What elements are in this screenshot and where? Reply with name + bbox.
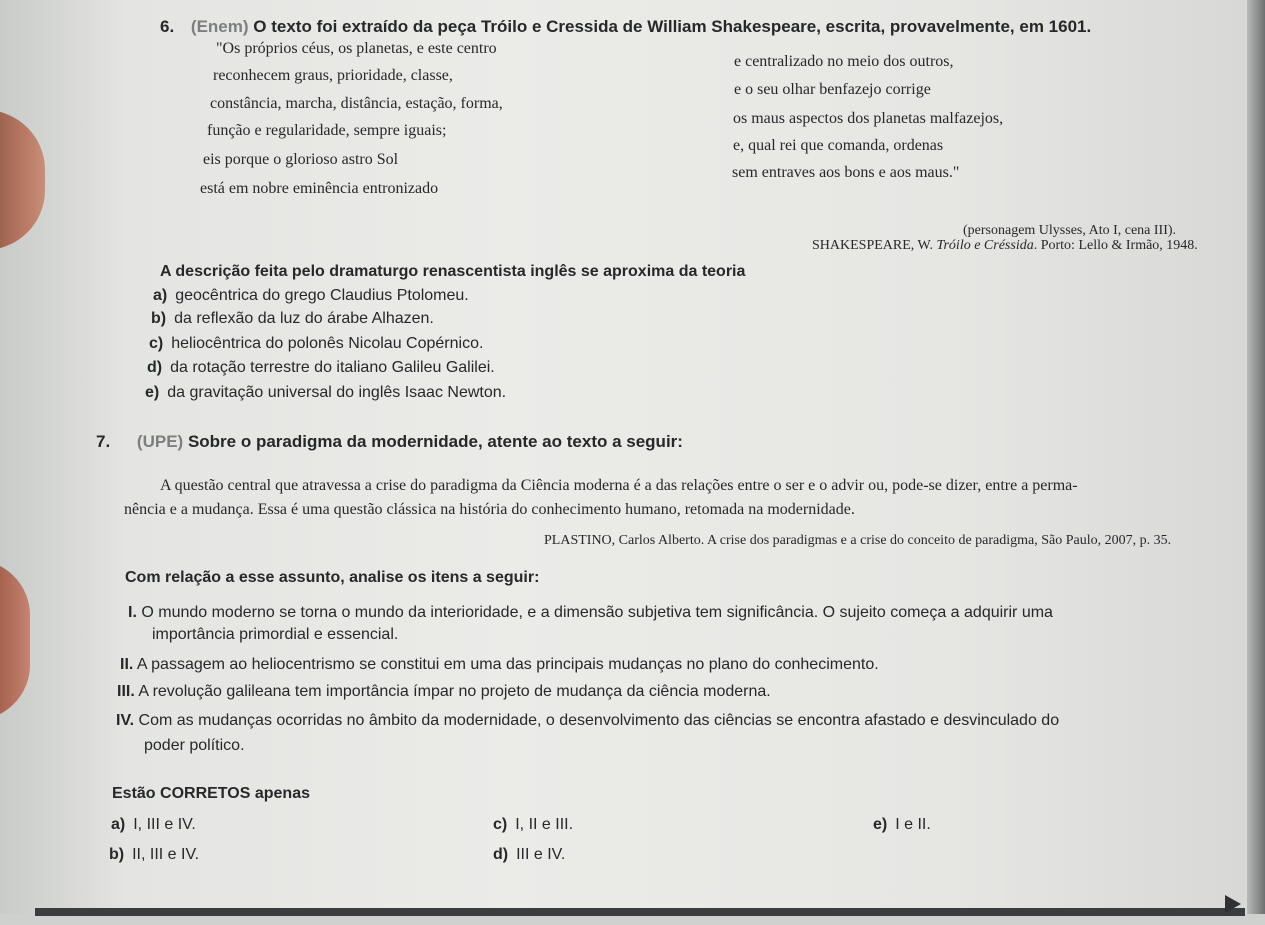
- q7-item-2: [120, 656, 879, 674]
- q7-item-4-line1: Com as mudanças ocorridas no âmbito da modernidade, o desenvolvimento das ciências se encontra afastado e desvinculado do: [138, 712, 1060, 729]
- q6-option-b: [151, 310, 434, 328]
- q6-number: 6.: [160, 17, 175, 36]
- finger-overlay: [0, 560, 30, 720]
- credit-reference: [812, 238, 1198, 254]
- q7-answer-b-text: II, III e IV.: [132, 846, 200, 863]
- q7-item-3-line1: A revolução galileana tem importância ímpar no projeto de mudança da ciência moderna.: [138, 683, 771, 700]
- credit-rest: . Porto: Lello & Irmão, 1948.: [1033, 238, 1198, 253]
- q6-option-e-label: e): [145, 384, 160, 401]
- q7-source-tag: (UPE): [136, 432, 184, 451]
- q6-option-e-text: da gravitação universal do inglês Isaac Newton.: [167, 384, 507, 401]
- q6-option-c-text: heliocêntrica do polonês Nicolau Copérnico.: [171, 335, 484, 352]
- q6-option-a-text: geocêntrica do grego Claudius Ptolomeu.: [175, 287, 469, 304]
- q7-citation: PLASTINO, Carlos Alberto. A crise dos paradigmas e a crise do conceito de paradigma, São Paulo, 2007, p. 35.: [544, 533, 1172, 548]
- q6-question: A descrição feita pelo dramaturgo renascentista inglês se aproxima da teoria: [160, 263, 746, 280]
- q7-prompt: Com relação a esse assunto, analise os itens a seguir:: [125, 569, 540, 586]
- q7-item-4: [116, 712, 1059, 730]
- q7-answer-e-label: e): [873, 816, 888, 833]
- q7-answer-c: [493, 816, 573, 834]
- poem-line-right-4: e, qual rei que comanda, ordenas: [733, 137, 944, 154]
- page-edge-shadow: [1247, 0, 1265, 925]
- thumb-overlay: [0, 110, 45, 250]
- q6-option-d: [147, 359, 495, 377]
- poem-line-right-2: e o seu olhar benfazejo corrige: [734, 81, 931, 98]
- q7-header: [96, 432, 683, 452]
- q7-item-4-cont: poder político.: [144, 737, 245, 754]
- q6-option-c-label: c): [149, 335, 164, 352]
- q7-answer-d-label: d): [493, 846, 509, 863]
- q7-answer-e: [873, 816, 931, 834]
- q7-answer-a: [111, 816, 196, 834]
- q7-quote-line-1: A questão central que atravessa a crise do paradigma da Ciência moderna é a das relações entre o ser e o advir ou, pode-se dizer, entre a perma-: [160, 477, 1078, 494]
- poem-line-left-6: está em nobre eminência entronizado: [200, 180, 439, 197]
- q7-answer-e-text: I e II.: [895, 816, 931, 833]
- q7-answer-d-text: III e IV.: [516, 846, 566, 863]
- q7-answer-a-label: a): [111, 816, 126, 833]
- q6-option-a-label: a): [153, 287, 168, 304]
- q7-item-2-num: II.: [120, 656, 134, 673]
- q7-answer-c-label: c): [493, 816, 508, 833]
- q7-answer-c-text: I, II e III.: [515, 816, 574, 833]
- q6-option-e: [145, 384, 506, 402]
- q6-source-tag: (Enem): [190, 17, 249, 36]
- q7-quote-line-2: nência e a mudança. Essa é uma questão clássica na história do conhecimento humano, retomada na modernidade.: [124, 501, 855, 518]
- q7-item-3-num: III.: [117, 683, 135, 700]
- q7-answer-a-text: I, III e IV.: [133, 816, 196, 833]
- q6-header: [160, 17, 1091, 37]
- q6-option-d-label: d): [147, 359, 163, 376]
- q7-item-3: [117, 683, 771, 701]
- credit-title: Tróilo e Créssida: [936, 238, 1034, 253]
- q6-option-c: [149, 335, 483, 353]
- poem-line-left-3: constância, marcha, distância, estação, forma,: [210, 95, 503, 112]
- q7-item-1-cont: importância primordial e essencial.: [152, 626, 399, 643]
- q7-item-1-line1: O mundo moderno se torna o mundo da interioridade, e a dimensão subjetiva tem significância. O sujeito começa a adquirir uma: [141, 604, 1053, 621]
- q6-option-d-text: da rotação terrestre do italiano Galileu Galilei.: [170, 359, 495, 376]
- q7-item-1: [128, 604, 1053, 622]
- credit-character: (personagem Ulysses, Ato I, cena III).: [963, 223, 1177, 238]
- q7-answer-d: [493, 846, 565, 864]
- q6-option-b-text: da reflexão da luz do árabe Alhazen.: [174, 310, 434, 327]
- poem-line-right-5: sem entraves aos bons e aos maus.": [732, 164, 960, 181]
- q7-item-2-line1: A passagem ao heliocentrismo se constitui em uma das principais mudanças no plano do conhecimento.: [136, 656, 879, 673]
- q7-number: 7.: [96, 432, 111, 451]
- credit-author: SHAKESPEARE, W.: [812, 238, 933, 253]
- q7-answer-b: [109, 846, 199, 864]
- q6-option-b-label: b): [151, 310, 167, 327]
- poem-line-left-4: função e regularidade, sempre iguais;: [207, 122, 447, 139]
- q7-item-1-num: I.: [128, 604, 137, 621]
- poem-line-right-1: e centralizado no meio dos outros,: [734, 53, 954, 70]
- q6-option-a: [153, 287, 469, 305]
- q7-answer-prompt: Estão CORRETOS apenas: [112, 785, 310, 802]
- poem-line-right-3: os maus aspectos dos planetas malfazejos,: [733, 110, 1004, 127]
- poem-line-left-2: reconhecem graus, prioridade, classe,: [213, 67, 453, 84]
- q7-answer-b-label: b): [109, 846, 125, 863]
- next-arrow-icon: [1225, 895, 1241, 913]
- poem-line-left-5: eis porque o glorioso astro Sol: [203, 151, 399, 168]
- q7-item-4-num: IV.: [116, 712, 135, 729]
- poem-line-left-1: "Os próprios céus, os planetas, e este centro: [216, 40, 497, 57]
- q6-intro: O texto foi extraído da peça Tróilo e Cressida de William Shakespeare, escrita, provavelmente, em 1601.: [253, 17, 1092, 36]
- q7-intro: Sobre o paradigma da modernidade, atente ao texto a seguir:: [187, 432, 683, 451]
- page-footer-bar: [35, 908, 1245, 916]
